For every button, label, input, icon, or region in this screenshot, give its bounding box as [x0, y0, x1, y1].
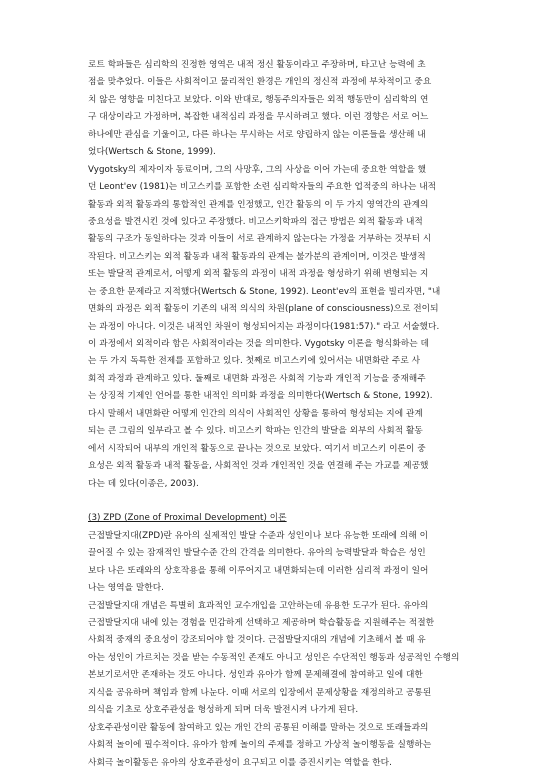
text-line: 나는 영역을 말한다. — [88, 583, 164, 594]
blank-line — [88, 493, 468, 510]
text-line: 는 두 가지 독특한 전제를 포함하고 있다. 첫째로 비고스키에 있어서는 내면화란 주로 사 — [88, 356, 421, 367]
text-line: 의식을 기초로 상호주관성을 형성하게 되며 더욱 발전시켜 나가게 된다. — [88, 705, 359, 716]
text-line: 보다 나은 또래와의 상호작용을 통해 이루어지고 내면화되는데 이러한 심리적 과정이 일어 — [88, 565, 429, 576]
text-line: 작된다. 비고스키는 외적 활동과 내적 활동과의 관계는 불가분의 관계이며, 이것은 발생적 — [88, 251, 426, 262]
text-line: 던 Leont'ev (1981)는 비고스키를 포함한 소련 심리학자들의 주요한 업적중의 하나는 내적 — [88, 182, 437, 193]
text-line: 사회극 놀이활동은 유아의 상호주관성이 요구되고 이를 증진시키는 역할을 한다. — [88, 757, 392, 768]
text-line: 에서 시작되어 내부의 개인적 활동으로 끝나는 것으로 보았다. 여기서 비고스키 이론이 중 — [88, 443, 426, 454]
paragraph-intersubjectivity — [88, 720, 468, 772]
text-line: 아는 성인이 가르치는 것을 받는 수동적인 존재도 아니고 성인은 수단적인 행동과 성공적인 수행의 — [88, 652, 460, 663]
paragraph-intro — [88, 57, 468, 162]
section-heading-text: (3) ZPD (Zone of Proximal Development) 이론 — [88, 513, 287, 524]
text-line: 다는 데 있다(이종은, 2003). — [88, 478, 199, 489]
paragraph-zpd-definition — [88, 528, 468, 598]
text-line: 또는 발달적 관계로서, 어떻게 외적 활동의 과정이 내적 과정을 형성하기 위해 변형되는 지 — [88, 269, 429, 280]
text-line: 회적 과정과 관계하고 있다. 둘째로 내면화 과정은 사회적 기능과 개인적 기능을 중재해주 — [88, 373, 426, 384]
text-line: 되는 큰 그림의 일부라고 볼 수 있다. 비고스키 학파는 인간의 발달을 외부의 사회적 활동 — [88, 426, 423, 437]
text-line: 사회적 중재의 중요성이 강조되어야 할 것이다. 근접발달지대의 개념에 기초해서 볼 때 유 — [88, 635, 426, 646]
text-line: 하나에만 관심을 기울이고, 다른 하나는 무시하는 서로 양립하지 않는 이론들을 생산해 내 — [88, 129, 426, 140]
section-heading — [88, 510, 468, 527]
text-line: 지식을 공유하며 책임과 함께 나눈다. 이때 서로의 입장에서 문제상황을 재정의하고 공통된 — [88, 687, 432, 698]
text-line: 중요성을 발견시킨 것에 있다고 주장했다. 비고스키학파의 접근 방법은 외적 활동과 내적 — [88, 216, 423, 227]
text-line: 는 중요한 문제라고 지적했다(Wertsch & Stone, 1992). Leont'ev의 표현을 빌리자면, "내 — [88, 286, 441, 297]
text-line: 이 과정에서 외적이라 함은 사회적이라는 것을 의미한다. Vygotsky 이론을 형식화하는 데 — [88, 339, 429, 349]
text-line: 근접발달지대 개념은 특별히 효과적인 교수개입을 고안하는데 유용한 도구가 된다. 유아의 — [88, 600, 429, 611]
text-line: 점을 맞추었다. 이들은 사회적이고 물리적인 환경은 개인의 정신적 과정에 부차적이고 중요 — [88, 77, 432, 88]
text-line: 근접발달지대(ZPD)란 유아의 실제적인 발달 수준과 성인이나 보다 유능한 또래에 의해 이 — [88, 530, 429, 541]
document-body — [88, 57, 468, 772]
text-line: Vygotsky의 제자이자 동료이며, 그의 사망후, 그의 사상을 이어 가는데 중요한 역할을 했 — [88, 164, 427, 175]
text-line: 구 대상이라고 가정하며, 복잡한 내적심리 과정을 무시하려고 했다. 이런 경향은 서로 어느 — [88, 112, 429, 123]
text-line: 면화의 과정은 외적 활동이 기존의 내적 의식의 차원(plane of consciousness)으로 전이되 — [88, 304, 439, 315]
text-line: 는 상징적 기제인 언어를 통한 내적인 의미화 과정을 의미한다(Wertsch & Stone, 1992). — [88, 391, 433, 402]
text-line: 다시 말해서 내면화란 어떻게 인간의 의식이 사회적인 상황을 통하여 형성되는 지에 관계 — [88, 408, 423, 419]
text-line: 끌어질 수 있는 잠재적인 발달수준 간의 간격을 의미한다. 유아의 능력발달과 학습은 성인 — [88, 548, 426, 559]
text-line: 활동과 외적 활동과의 통합적인 관계를 인정했고, 인간 활동의 이 두 가지 영역간의 관계의 — [88, 199, 429, 210]
paragraph-vygotsky — [88, 162, 468, 493]
text-line: 치 않은 영향을 미친다고 보았다. 이와 반대로, 행동주의자들은 외적 행동만이 심리학의 연 — [88, 94, 429, 105]
text-line: 요성은 외적 활동과 내적 활동을, 사회적인 것과 개인적인 것을 연결해 주는 가교를 제공했 — [88, 461, 429, 472]
text-line: 상호주관성이란 활동에 참여하고 있는 개인 간의 공통된 이해를 말하는 것으로 또래들과의 — [88, 722, 429, 733]
text-line: 로트 학파들은 심리학의 진정한 영역은 내적 정신 활동이라고 주장하며, 타고난 능력에 초 — [88, 60, 426, 70]
text-line: 었다(Wertsch & Stone, 1999). — [88, 147, 216, 158]
paragraph-zpd-instruction — [88, 598, 468, 720]
text-line: 활동의 구조가 동일하다는 것과 이들이 서로 관계하지 않는다는 가정을 거부하는 것부터 시 — [88, 234, 432, 245]
text-line: 는 과정이 아니다. 이것은 내적인 차원이 형성되어지는 과정이다(1981:57)." 라고 서술했다. — [88, 321, 440, 332]
text-line: 사회적 놀이에 필수적이다. 유아가 함께 놀이의 주제를 정하고 가상적 놀이행동을 실행하는 — [88, 740, 432, 751]
text-line: 근접발달지대 내에 있는 경험을 민감하게 선택하고 제공하며 학습활동을 지원해주는 적절한 — [88, 618, 435, 628]
text-line: 본보기로서만 존재하는 것도 아니다. 성인과 유아가 함께 문제해결에 참여하고 일에 대한 — [88, 670, 423, 681]
